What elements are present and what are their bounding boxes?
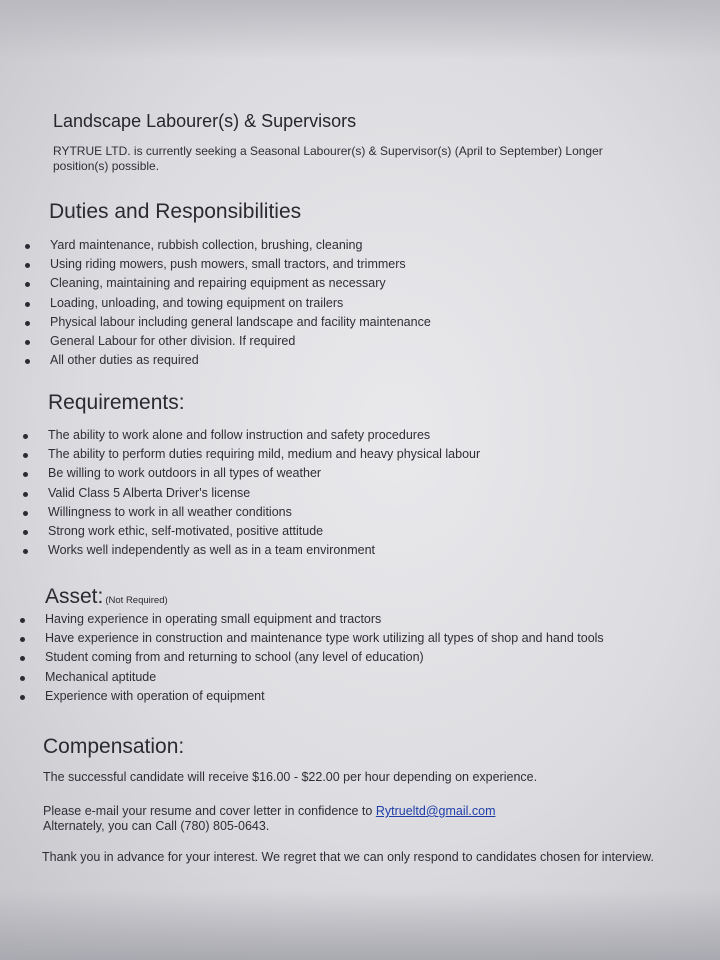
bullet-icon — [23, 530, 28, 535]
bullet-icon — [25, 321, 30, 326]
requirement-item — [48, 426, 480, 445]
asset-heading — [45, 585, 168, 609]
duty-item-text: Loading, unloading, and towing equipment on trailers — [50, 295, 344, 310]
asset-item — [45, 629, 604, 648]
bullet-icon — [25, 340, 30, 345]
job-title: Landscape Labourer(s) & Supervisors — [53, 111, 357, 131]
asset-list — [45, 610, 604, 706]
requirement-item — [48, 484, 480, 503]
apply-paragraph — [43, 804, 496, 834]
requirement-item-text: The ability to work alone and follow instruction and safety procedures — [48, 428, 431, 442]
duty-item — [50, 294, 431, 313]
thanks-paragraph: Thank you in advance for your interest. We regret that we can only respond to candidates chosen for interview. — [42, 850, 654, 864]
requirement-item-text: Strong work ethic, self-motivated, positive attitude — [48, 523, 324, 538]
duty-item-text: Using riding mowers, push mowers, small tractors, and trimmers — [50, 257, 406, 272]
page-shadow-bottom — [0, 890, 720, 960]
intro-paragraph: RYTRUE LTD. is currently seeking a Seasonal Labourer(s) & Supervisor(s) (April to September) Longer position(s) possible. — [53, 144, 603, 173]
requirement-item-text: Be willing to work outdoors in all types of weather — [48, 466, 322, 481]
page-shadow-top — [0, 0, 720, 60]
asset-item-text: Student coming from and returning to school (any level of education) — [45, 650, 424, 665]
compensation-heading: Compensation: — [43, 735, 185, 758]
requirement-item-text: Valid Class 5 Alberta Driver's license — [48, 485, 251, 500]
requirement-item — [48, 522, 480, 541]
duty-item — [50, 332, 431, 351]
asset-item-text: Have experience in construction and maintenance type work utilizing all types of shop and hand tools — [45, 631, 604, 646]
bullet-icon — [23, 492, 28, 497]
requirements-list — [48, 426, 480, 560]
bullet-icon — [25, 282, 30, 287]
bullet-icon — [20, 618, 25, 623]
asset-item — [45, 610, 604, 629]
requirement-item — [48, 503, 480, 522]
duty-item — [50, 313, 431, 332]
email-link[interactable]: Rytrueltd@gmail.com — [375, 804, 496, 818]
requirement-item-text: The ability to perform duties requiring mild, medium and heavy physical labour — [48, 447, 481, 462]
bullet-icon — [25, 263, 30, 268]
duty-item-text: Physical labour including general landscape and facility maintenance — [50, 314, 431, 329]
bullet-icon — [25, 302, 30, 307]
duty-item-text: General Labour for other division. If required — [50, 333, 296, 348]
apply-text: Please e-mail your resume and cover letter in confidence to — [43, 804, 373, 818]
asset-heading-text: Asset: — [45, 585, 104, 608]
asset-item-text: Having experience in operating small equipment and tractors — [45, 612, 382, 626]
bullet-icon — [25, 359, 30, 364]
asset-item-text: Experience with operation of equipment — [45, 688, 265, 703]
asset-note: (Not Required) — [105, 595, 168, 606]
bullet-icon — [20, 637, 25, 642]
asset-item — [45, 668, 604, 687]
bullet-icon — [23, 434, 28, 439]
bullet-icon — [23, 511, 28, 516]
bullet-icon — [23, 453, 28, 458]
duty-item-text: Yard maintenance, rubbish collection, brushing, cleaning — [50, 238, 363, 252]
requirement-item — [48, 464, 480, 483]
duty-item — [50, 236, 431, 255]
duties-list — [50, 236, 431, 370]
requirement-item — [48, 541, 480, 560]
requirement-item-text: Works well independently as well as in a team environment — [48, 543, 376, 558]
bullet-icon — [23, 549, 28, 554]
pay-text: The successful candidate will receive $16.00 - $22.00 per hour depending on experience. — [43, 770, 538, 784]
call-text: Alternately, you can Call (780) 805-0643. — [43, 819, 270, 833]
duty-item — [50, 351, 431, 370]
duty-item-text: Cleaning, maintaining and repairing equipment as necessary — [50, 276, 386, 291]
bullet-icon — [25, 244, 30, 249]
duty-item-text: All other duties as required — [50, 353, 199, 368]
requirement-item-text: Willingness to work in all weather conditions — [48, 504, 292, 519]
requirement-item — [48, 445, 480, 464]
asset-item-text: Mechanical aptitude — [45, 669, 157, 684]
asset-item — [45, 687, 604, 706]
requirements-heading: Requirements: — [48, 391, 185, 414]
duty-item — [50, 274, 431, 293]
bullet-icon — [20, 656, 25, 661]
asset-item — [45, 648, 604, 667]
bullet-icon — [20, 695, 25, 700]
bullet-icon — [20, 676, 25, 681]
duties-heading: Duties and Responsibilities — [49, 200, 302, 223]
duty-item — [50, 255, 431, 274]
bullet-icon — [23, 472, 28, 477]
